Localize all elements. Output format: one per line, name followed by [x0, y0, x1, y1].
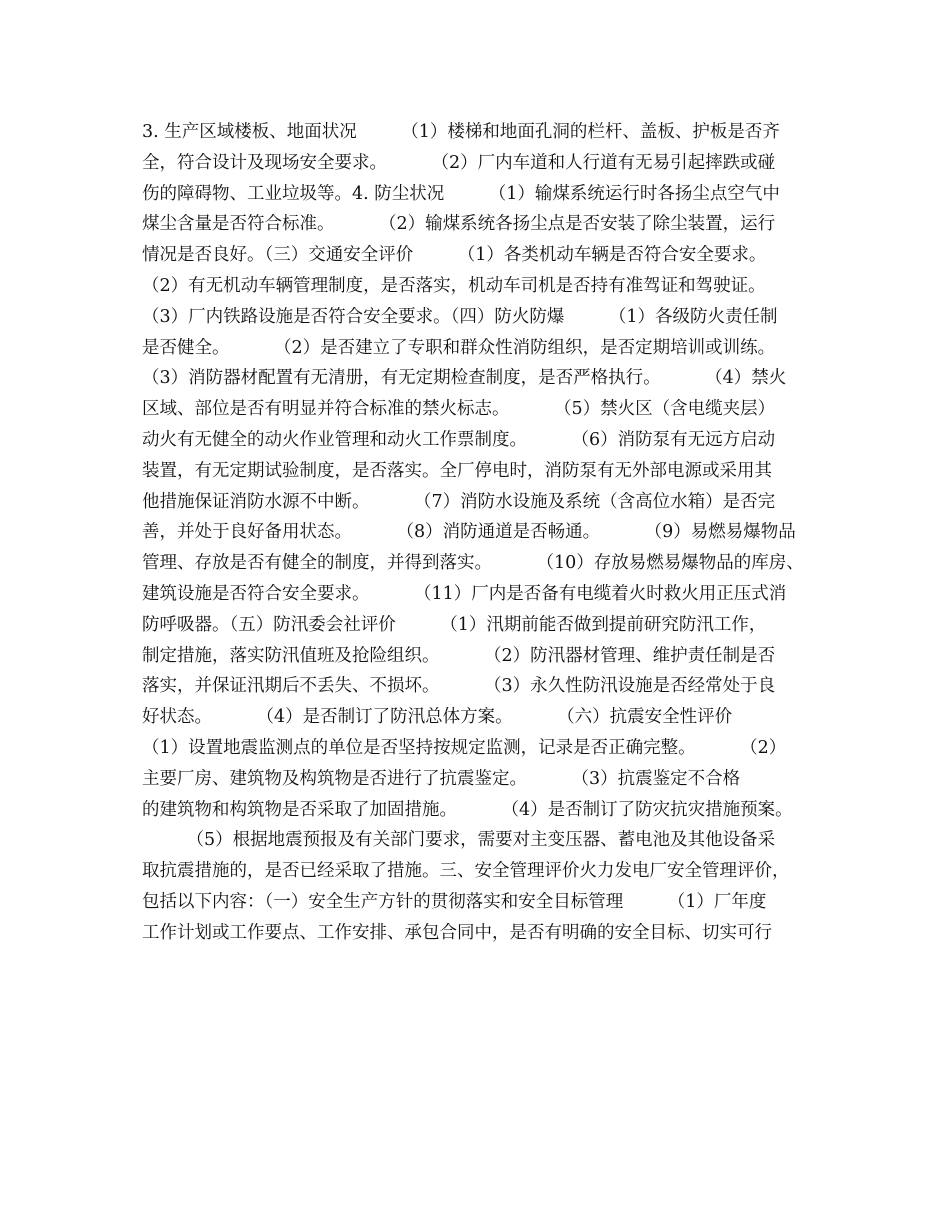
text-line: 善，并处于良好备用状态。 （8）消防通道是否畅通。 （9）易燃易爆物品 — [142, 522, 796, 543]
text-line: 全，符合设计及现场安全要求。 （2）厂内车道和人行道有无易引起摔跌或碰 — [142, 152, 776, 173]
text-line: 动火有无健全的动火作业管理和动火工作票制度。 （6）消防泵有无远方启动 — [142, 429, 776, 450]
text-line: 包括以下内容：（一）安全生产方针的贯彻落实和安全目标管理 （1）厂年度 — [142, 891, 767, 912]
text-line: 建筑设施是否符合安全要求。 （11）厂内是否备有电缆着火时救火用正压式消 — [142, 583, 787, 604]
text-line: 主要厂房、建筑物及构筑物是否进行了抗震鉴定。 （3）抗震鉴定不合格 — [142, 768, 741, 789]
text-line: （3）厂内铁路设施是否符合安全要求。（四）防火防爆 （1）各级防火责任制 — [142, 306, 778, 327]
text-line: 防呼吸器。（五）防汛委会社评价 （1）汛期前能否做到提前研究防汛工作， — [142, 614, 767, 635]
text-line: 伤的障碍物、工业垃圾等。4. 防尘状况 （1）输煤系统运行时各扬尘点空气中 — [142, 183, 780, 204]
text-line: 他措施保证消防水源不中断。 （7）消防水设施及系统（含高位水箱）是否完 — [142, 491, 776, 512]
text-line: （1）设置地震监测点的单位是否坚持按规定监测，记录是否正确完整。 （2） — [142, 737, 787, 758]
text-line: 区域、部位是否有明显并符合标准的禁火标志。 （5）禁火区（含电缆夹层） — [142, 399, 776, 420]
text-line: 制定措施，落实防汛值班及抢险组织。 （2）防汛器材管理、维护责任制是否 — [142, 645, 776, 666]
text-line: 管理、存放是否有健全的制度，并得到落实。 （10）存放易燃易爆物品的库房、 — [142, 553, 804, 574]
body-text — [142, 117, 822, 949]
text-line: 的建筑物和构筑物是否采取了加固措施。 （4）是否制订了防灾抗灾措施预案。 — [142, 799, 793, 820]
text-line: 是否健全。 （2）是否建立了专职和群众性消防组织，是否定期培训或训练。 — [142, 337, 776, 358]
text-line: 取抗震措施的，是否已经采取了措施。三、安全管理评价火力发电厂安全管理评价， — [142, 861, 790, 882]
text-line: （3）消防器材配置有无清册，有无定期检查制度，是否严格执行。 （4）禁火 — [142, 368, 787, 389]
text-line: 好状态。 （4）是否制订了防汛总体方案。 （六）抗震安全性评价 — [142, 707, 733, 728]
text-line: 工作计划或工作要点、工作安排、承包合同中，是否有明确的安全目标、切实可行 — [142, 922, 772, 943]
text-line: （2）有无机动车辆管理制度，是否落实，机动车司机是否持有准驾证和驾驶证。 — [142, 275, 766, 296]
text-line: 情况是否良好。（三）交通安全评价 （1）各类机动车辆是否符合安全要求。 — [142, 245, 767, 266]
text-line: 装置，有无定期试验制度，是否落实。全厂停电时，消防泵有无外部电源或采用其 — [142, 460, 772, 481]
text-line: （5）根据地震预报及有关部门要求，需要对主变压器、蓄电池及其他设备采 — [142, 830, 776, 851]
text-line: 落实，并保证汛期后不丢失、不损坏。 （3）永久性防汛设施是否经常处于良 — [142, 676, 776, 697]
text-line: 3. 生产区域楼板、地面状况 （1）楼梯和地面孔洞的栏杆、盖板、护板是否齐 — [142, 122, 780, 142]
text-line: 煤尘含量是否符合标准。 （2）输煤系统各扬尘点是否安装了除尘装置，运行 — [142, 214, 776, 235]
